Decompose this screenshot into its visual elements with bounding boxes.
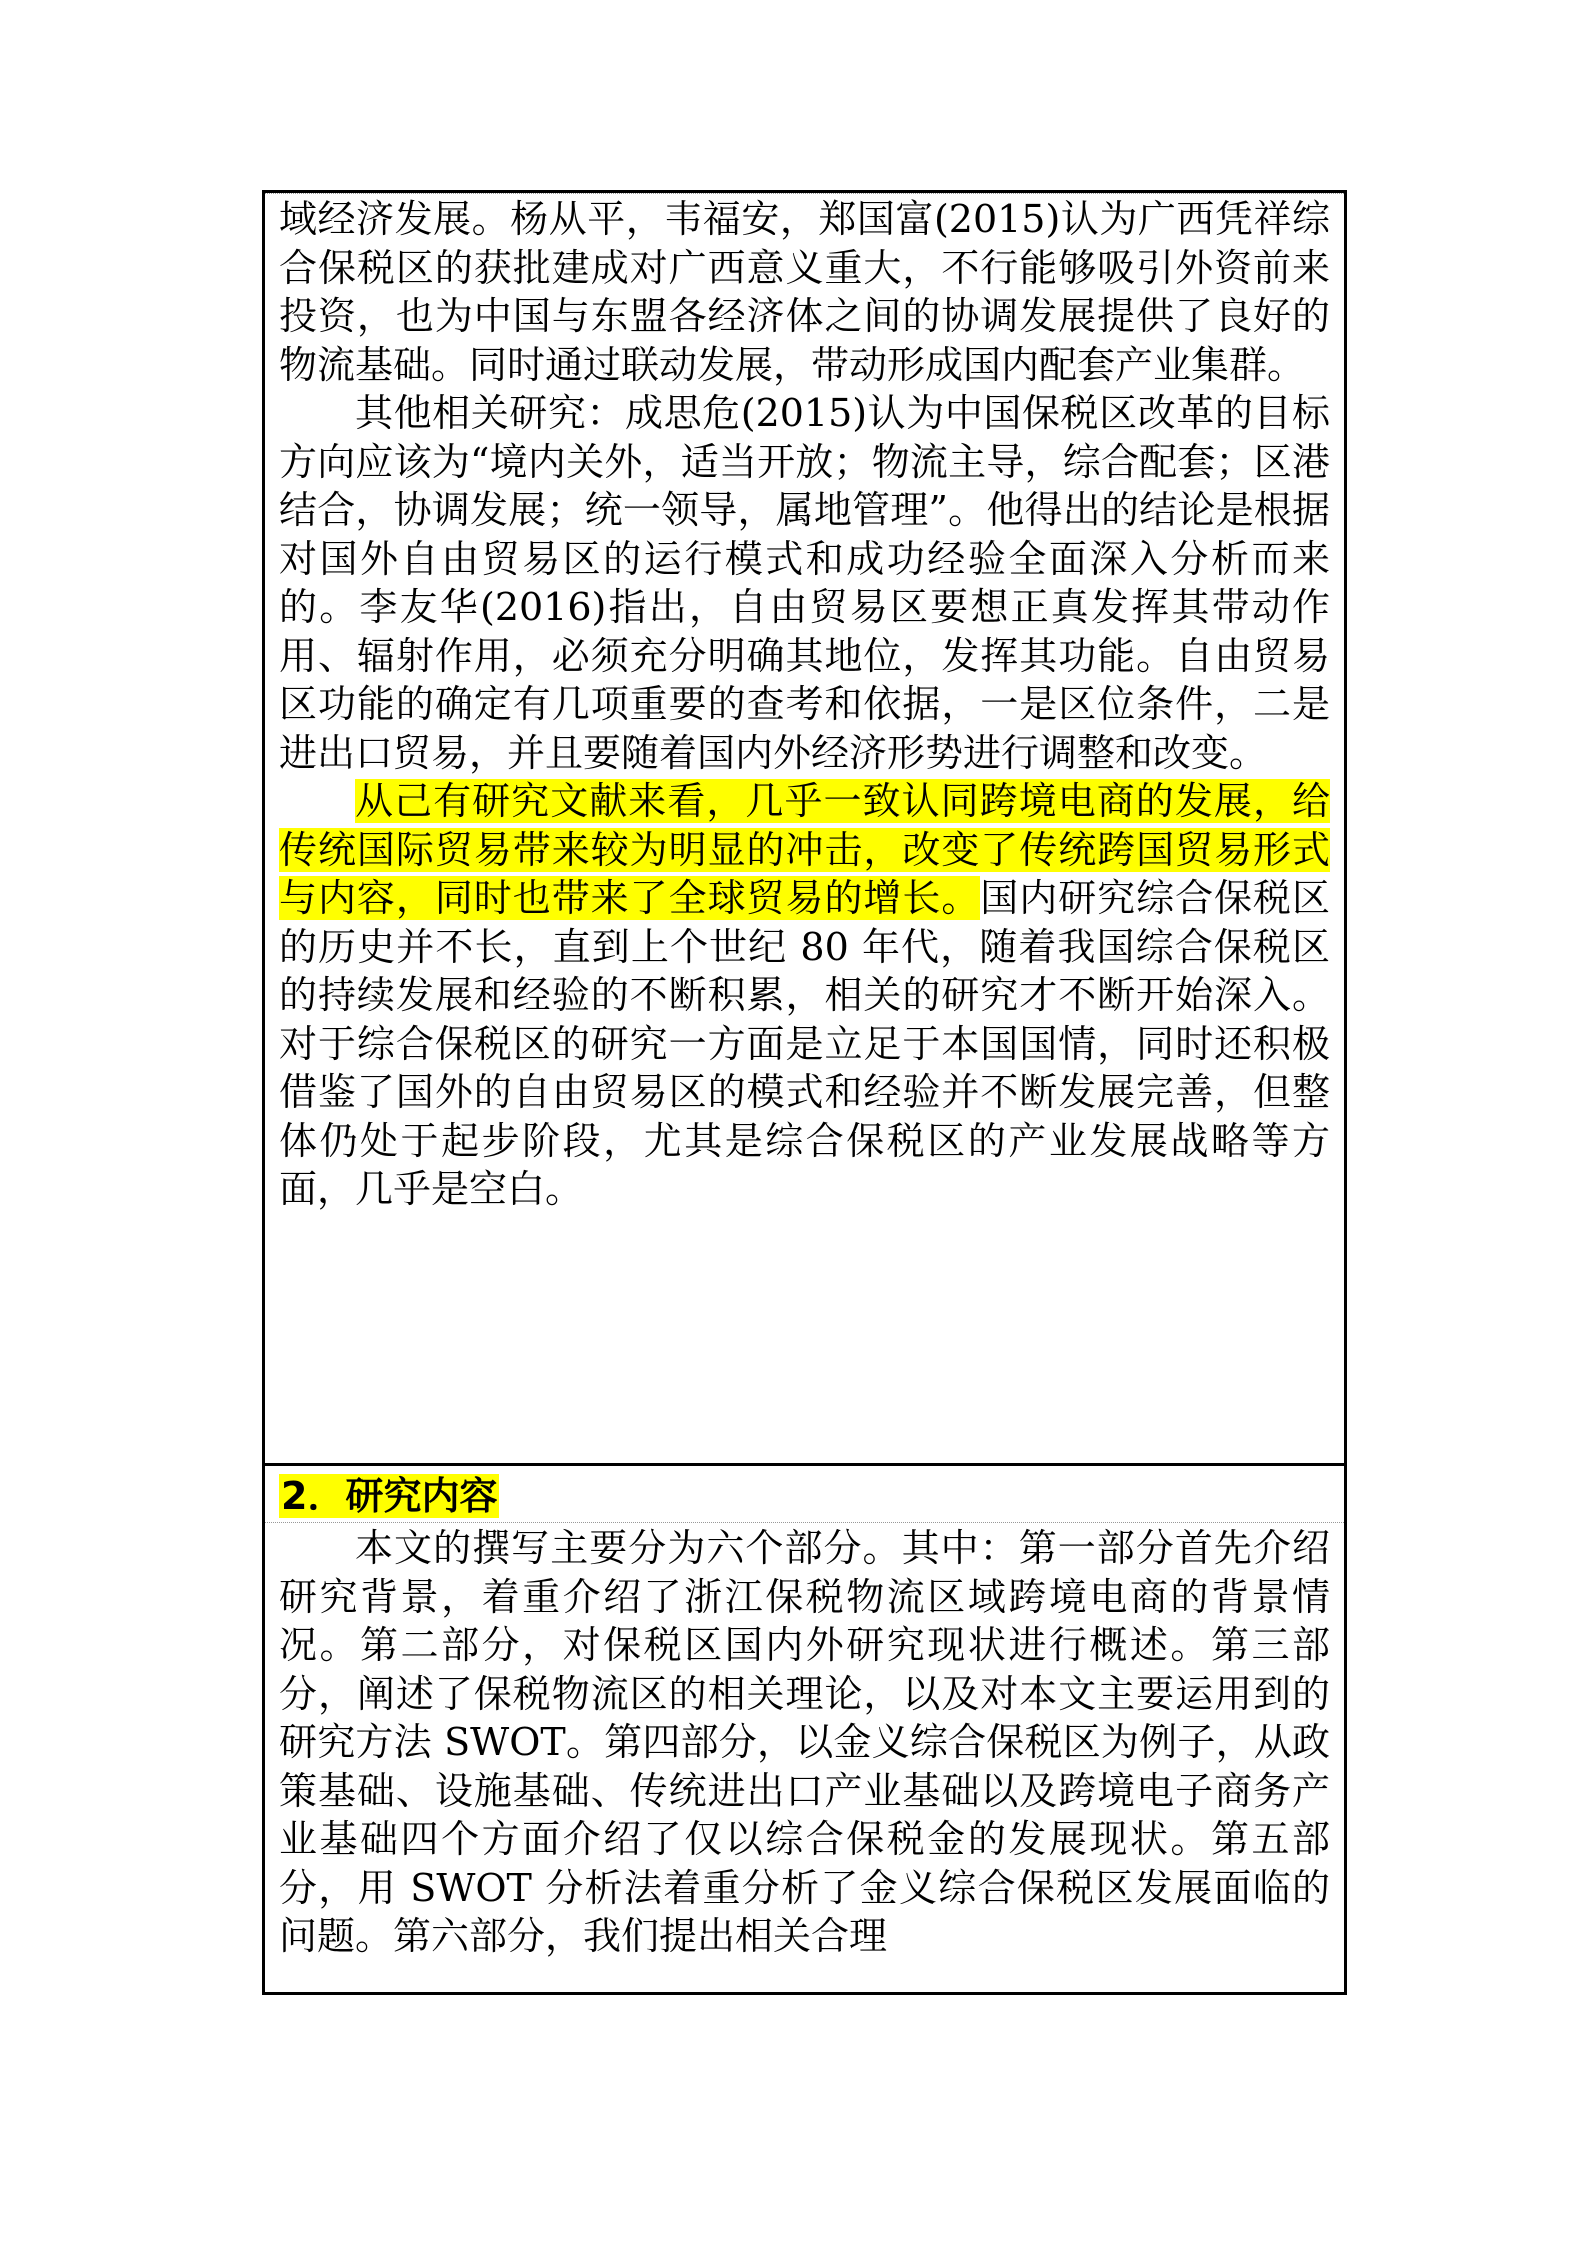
paragraph-regional-economy: 域经济发展。杨从平，韦福安，郑国富(2015)认为广西凭祥综合保税区的获批建成对广西意义重大，不行能够吸引外资前来投资，也为中国与东盟各经济体之间的协调发展提供了良好的物流基础。同时通过联动发展，带动形成国内配套产业集群。: [279, 197, 1330, 387]
research-content-cell: [265, 1466, 1344, 1992]
literature-review-text: [279, 195, 1330, 1214]
summary-rest: 国内研究综合保税区的历史并不长，直到上个世纪 80 年代，随着我国综合保税区的持续发展和经验的不断积累，相关的研究才不断开始深入。对于综合保税区的研究一方面是立足于本国国情，同时还积极借鉴了国外的自由贸易区的模式和经验并不断发展完善，但整体仍处于起步阶段，尤其是综合保税区的产业发展战略等方面，几乎是空白。: [279, 876, 1330, 1211]
literature-review-cell: [265, 193, 1344, 1466]
highlighted-sentence: 从己有研究文献来看，几乎一致认同跨境电商的发展，给传统国际贸易带来较为明显的冲击，改变了传统跨国贸易形式与内容，同时也带来了全球贸易的增长。: [279, 779, 1330, 920]
dotted-divider: [265, 1522, 1344, 1523]
paragraph-summary: [279, 777, 1330, 1214]
section-heading-text: 2．研究内容: [281, 1474, 498, 1518]
paragraph-structure: 本文的撰写主要分为六个部分。其中：第一部分首先介绍研究背景，着重介绍了浙江保税物流区域跨境电商的背景情况。第二部分，对保税区国内外研究现状进行概述。第三部分，阐述了保税物流区的相关理论，以及对本文主要运用到的研究方法 SWOT。第四部分，以金义综合保税区为例子，从政策基础、设施基础、传统进出口产业基础以及跨境电子商务产业基础四个方面介绍了仅以综合保税金的发展现状。第五部分，用 SWOT 分析法着重分析了金义综合保税区发展面临的问题。第六部分，我们提出相关合理: [279, 1526, 1330, 1958]
section-heading: [279, 1472, 499, 1520]
paragraph-other-research: 其他相关研究：成思危(2015)认为中国保税区改革的目标方向应该为“境内关外，适当开放；物流主导，综合配套；区港结合，协调发展；统一领导，属地管理”。他得出的结论是根据对国外自由贸易区的运行模式和成功经验全面深入分析而来的。李友华(2016)指出，自由贸易区要想正真发挥其带动作用、辐射作用，必须充分明确其地位，发挥其功能。自由贸易区功能的确定有几项重要的查考和依据，一是区位条件，二是进出口贸易，并且要随着国内外经济形势进行调整和改变。: [279, 391, 1330, 775]
research-content-text: [279, 1524, 1330, 1961]
document-table: [262, 190, 1347, 1995]
dotted-divider: [265, 193, 1344, 194]
